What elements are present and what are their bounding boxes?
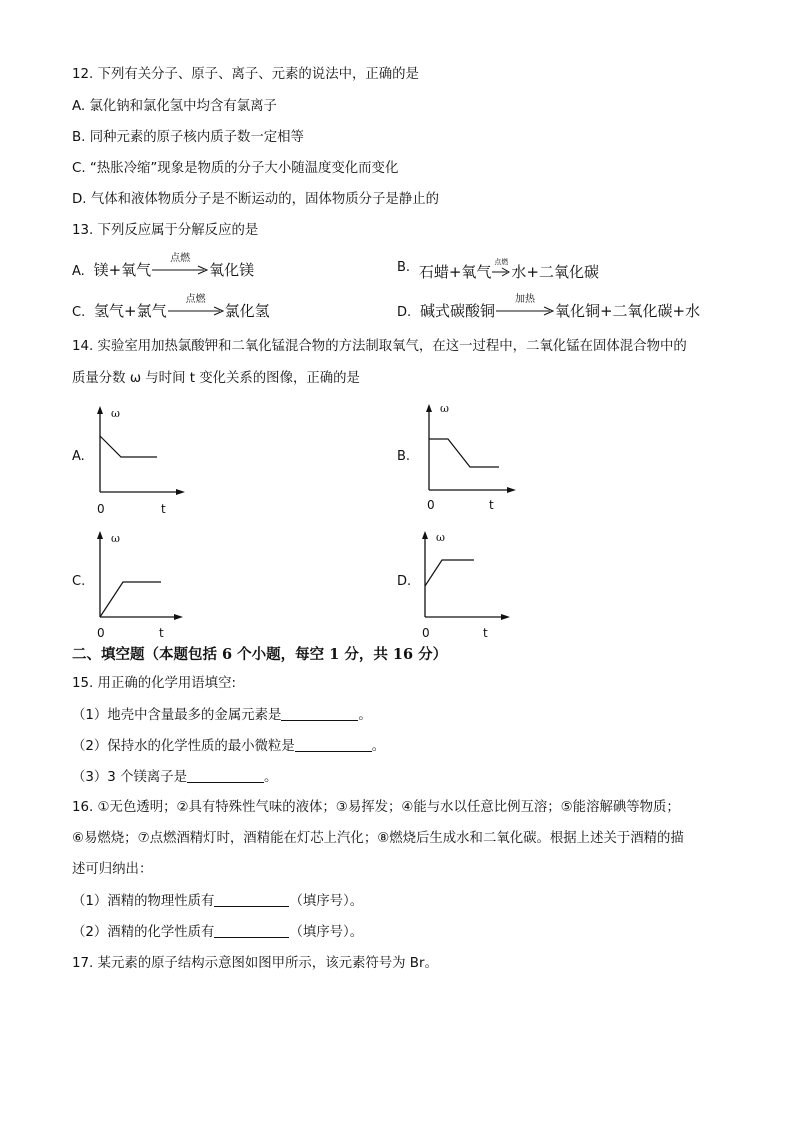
y-axis-label: ω: [440, 402, 449, 415]
q13-option-a: [72, 253, 255, 281]
q14-stem-line1: 14. 实验室用加热氯酸钾和二氧化锰混合物的方法制取氧气，在这一过程中，二氧化锰在固体混合物中的: [72, 339, 687, 354]
q14-graph-c: [92, 527, 192, 647]
q13-stem: 13. 下列反应属于分解反应的是: [72, 223, 259, 238]
section-title: 二、填空题（本题包括 6 个小题，每空 1 分，共 16 分）: [72, 646, 448, 663]
x-axis-label: t: [159, 626, 164, 640]
q16-item-2: [72, 923, 363, 942]
q15-item-prefix: （2）保持水的化学性质的最小微粒是: [72, 739, 295, 754]
graph-curve: [100, 436, 157, 457]
graph-curve: [425, 560, 474, 586]
y-axis-arrow-icon: [97, 531, 103, 539]
x-axis-label: t: [161, 502, 166, 516]
q12-option-a: A. 氯化钠和氯化氢中均含有氯离子: [72, 99, 277, 114]
answer-blank[interactable]: [281, 706, 358, 721]
x-axis-arrow-icon: [176, 489, 185, 495]
reaction-arrow-icon: [152, 253, 208, 275]
q13-option-label: B.: [397, 260, 411, 275]
x-axis-arrow-icon: [507, 487, 516, 493]
q14-graph-a-label: A.: [72, 449, 85, 464]
q15-item-suffix: 。: [371, 739, 386, 754]
origin-label: 0: [427, 498, 435, 512]
q14-graph-b-label: B.: [397, 449, 411, 464]
q13-option-c: [72, 294, 270, 322]
q13-reactants: 石蜡+氧气: [418, 263, 492, 281]
answer-blank[interactable]: [214, 923, 289, 938]
q12-option-c: C. “热胀冷缩”现象是物质的分子大小随温度变化而变化: [72, 161, 399, 176]
q15-item-1: [72, 706, 372, 725]
y-axis-arrow-icon: [422, 531, 428, 539]
q17-stem: 17. 某元素的原子结构示意图如图甲所示，该元素符号为 Br。: [72, 956, 438, 971]
q15-item-2: [72, 737, 385, 756]
q12-stem: 12. 下列有关分子、原子、离子、元素的说法中，正确的是: [72, 67, 419, 82]
q13-option-label: C.: [72, 305, 86, 320]
origin-label: 0: [422, 626, 430, 640]
answer-blank[interactable]: [187, 768, 264, 783]
q12-option-b: B. 同种元素的原子核内质子数一定相等: [72, 130, 304, 145]
q14-stem-line2: 质量分数 ω 与时间 t 变化关系的图像，正确的是: [72, 371, 360, 386]
answer-blank[interactable]: [295, 737, 372, 752]
q15-item-suffix: 。: [358, 708, 372, 723]
q16-item-suffix: （填序号）。: [289, 894, 364, 909]
q13-option-b: [397, 258, 599, 283]
q13-option-label: A.: [72, 264, 85, 279]
y-axis-arrow-icon: [97, 406, 103, 414]
q13-condition: 点燃: [185, 294, 206, 305]
q14-graph-a: [92, 400, 192, 520]
y-axis-arrow-icon: [426, 404, 432, 412]
y-axis-label: ω: [111, 407, 120, 420]
q16-item-1: [72, 892, 363, 911]
q13-option-label: D.: [397, 305, 412, 320]
reaction-arrow-icon: [496, 294, 554, 316]
q14-graph-b: [421, 398, 521, 518]
q14-graph-d-label: D.: [397, 574, 412, 589]
q14-graph-d: [417, 527, 517, 647]
x-axis-label: t: [489, 498, 494, 512]
q13-option-d: [397, 294, 701, 322]
q13-condition: 加热: [514, 294, 535, 305]
origin-label: 0: [97, 626, 105, 640]
q16-item-prefix: （2）酒精的化学性质有: [72, 925, 215, 940]
q13-products: 氧化镁: [209, 261, 255, 279]
x-axis-arrow-icon: [174, 614, 183, 620]
q16-item-prefix: （1）酒精的物理性质有: [72, 894, 215, 909]
q13-condition: 点燃: [170, 253, 191, 264]
reaction-arrow-icon: [492, 258, 510, 277]
q13-reactants: 氢气+氯气: [94, 302, 167, 320]
q13-reactants: 镁+氧气: [93, 261, 152, 279]
q16-line2: ⑥易燃烧；⑦点燃酒精灯时，酒精能在灯芯上汽化；⑧燃烧后生成水和二氧化碳。根据上述关于酒精的描: [72, 831, 684, 846]
x-axis-arrow-icon: [501, 614, 510, 620]
reaction-arrow-icon: [168, 294, 224, 316]
x-axis-label: t: [483, 626, 488, 640]
q16-line3: 述可归纳出：: [72, 862, 153, 877]
q13-products: 氯化氢: [224, 302, 270, 320]
graph-curve: [429, 439, 499, 467]
y-axis-label: ω: [111, 532, 120, 545]
q15-item-prefix: （1）地壳中含量最多的金属元素是: [72, 708, 282, 723]
q13-reactants: 碱式碳酸铜: [419, 302, 495, 320]
answer-blank[interactable]: [214, 892, 289, 907]
graph-curve: [100, 582, 161, 617]
q13-products: 水+二氧化碳: [511, 263, 599, 281]
q16-line1: 16. ①无色透明；②具有特殊性气味的液体；③易挥发；④能与水以任意比例互溶；⑤能溶解碘等物质；: [72, 800, 680, 815]
q14-graph-c-label: C.: [72, 574, 86, 589]
y-axis-label: ω: [436, 531, 445, 544]
q13-condition: 点燃: [494, 258, 509, 266]
origin-label: 0: [97, 502, 105, 516]
q12-option-d: D. 气体和液体物质分子是不断运动的，固体物质分子是静止的: [72, 192, 439, 207]
q16-item-suffix: （填序号）。: [289, 925, 364, 940]
q15-item-suffix: 。: [264, 770, 278, 785]
q15-stem: 15. 用正确的化学用语填空:: [72, 676, 236, 691]
q15-item-prefix: （3）3 个镁离子是: [72, 770, 188, 785]
q13-products: 氧化铜+二氧化碳+水: [554, 302, 701, 320]
q15-item-3: [72, 768, 277, 787]
